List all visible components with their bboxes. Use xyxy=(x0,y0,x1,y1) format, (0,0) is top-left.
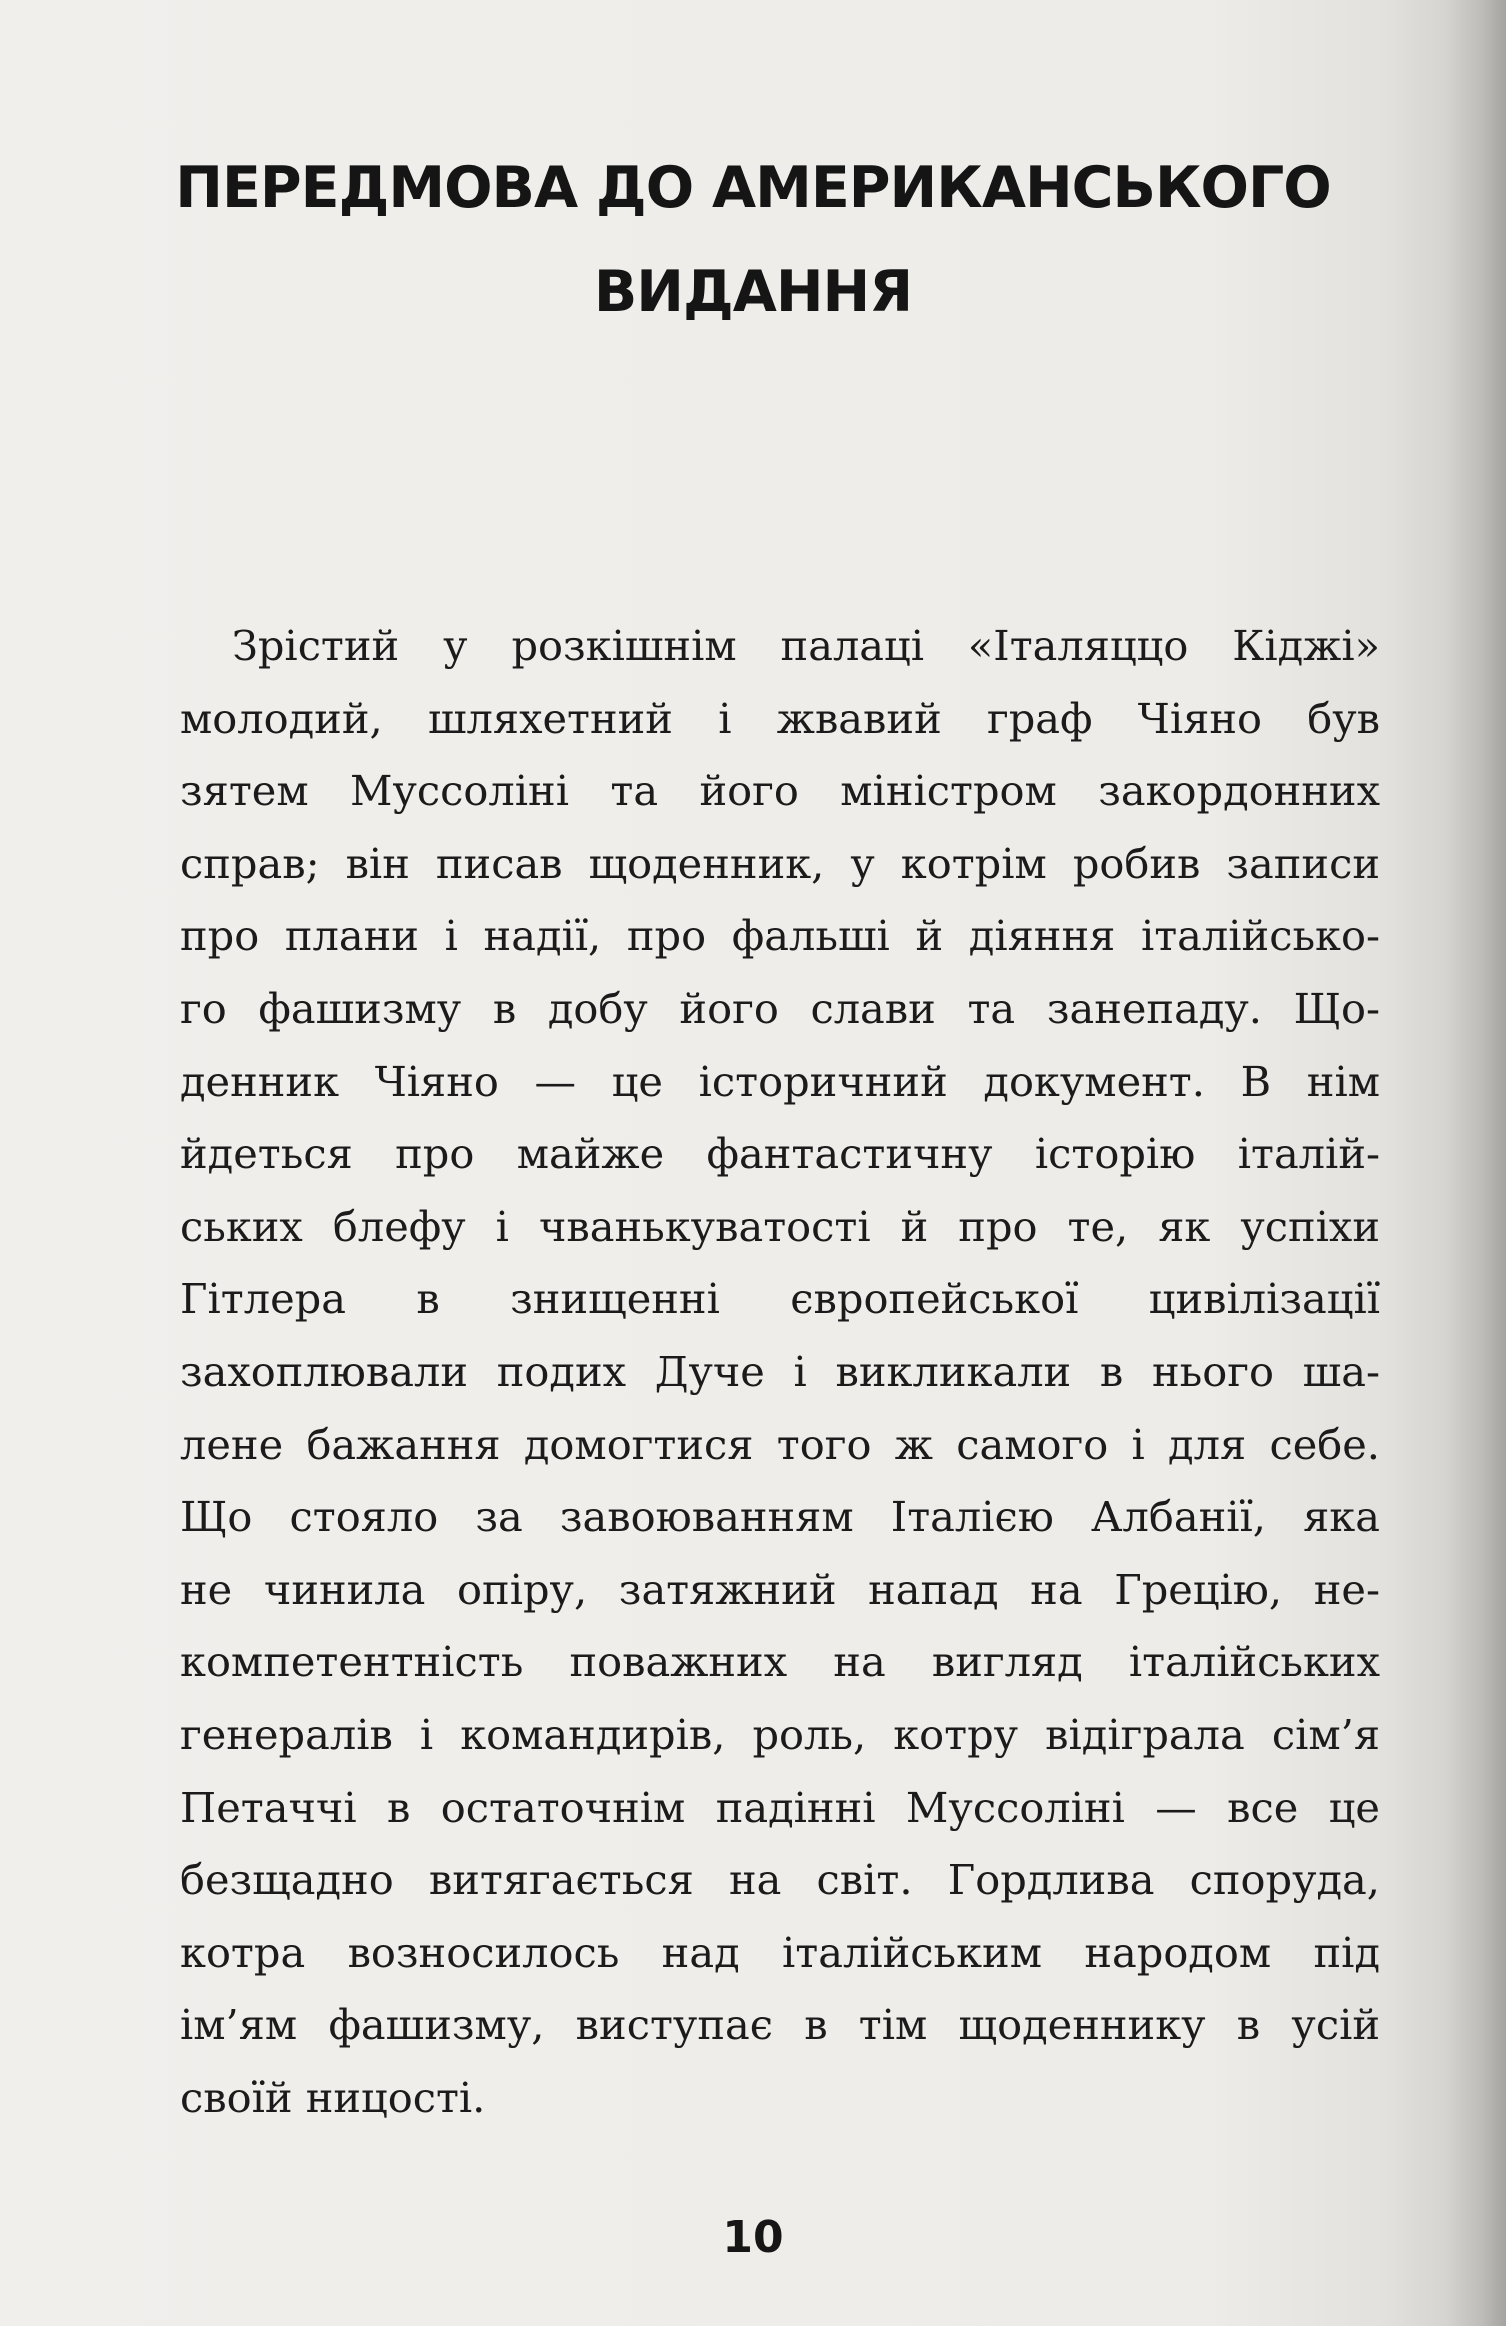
text-line: Гітлера в знищенні європейської цивілізації xyxy=(180,1274,1380,1324)
text-line: своїй ницості. xyxy=(180,2072,486,2122)
heading-line: ВИДАННЯ xyxy=(593,259,913,325)
text-line: Зрістий у розкішнім палаці «Італяццо Кіджі» xyxy=(232,621,1380,670)
text-line: Петаччі в остаточнім падінні Муссоліні — все це xyxy=(180,1782,1380,1832)
text-line: не чинила опіру, затяжний напад на Грецію, не- xyxy=(180,1564,1380,1614)
text-line: генералів і командирів, роль, котру відіграла сім’я xyxy=(180,1709,1380,1759)
text-line: молодий, шляхетний і жвавий граф Чіяно був xyxy=(180,693,1380,743)
chapter-heading xyxy=(120,136,1386,344)
text-line: йдеться про майже фантастичну історію італій- xyxy=(180,1129,1380,1179)
text-line: котра возносилось над італійським народом під xyxy=(180,1927,1380,1977)
text-line: компетентність поважних на вигляд італійських xyxy=(180,1637,1380,1687)
text-line: зятем Муссоліні та його міністром закордонних xyxy=(180,766,1380,816)
text-line: ім’ям фашизму, виступає в тім щоденнику в усій xyxy=(180,2000,1380,2050)
text-line: про плани і надії, про фальші й діяння італійсько- xyxy=(180,911,1380,961)
text-line: ських блефу і чванькуватості й про те, як успіхи xyxy=(180,1201,1380,1251)
spine-shadow xyxy=(1446,0,1506,2326)
page-number: 10 xyxy=(722,2212,784,2263)
text-line: го фашизму в добу його слави та занепаду. Що- xyxy=(180,983,1380,1033)
text-line: лене бажання домогтися того ж самого і для себе. xyxy=(180,1419,1380,1469)
text-line: справ; він писав щоденник, у котрім робив записи xyxy=(180,838,1380,888)
text-line: Що стояло за завоюванням Італією Албанії, яка xyxy=(180,1492,1380,1542)
heading-line: ПЕРЕДМОВА ДО АМЕРИКАНСЬКОГО xyxy=(175,155,1331,221)
text-line: денник Чіяно — це історичний документ. В нім xyxy=(180,1056,1380,1106)
text-line: безщадно витягається на світ. Гордлива споруда, xyxy=(180,1855,1380,1905)
body-paragraph xyxy=(180,610,1380,2134)
text-line: захоплювали подих Дуче і викликали в нього ша- xyxy=(180,1346,1380,1396)
